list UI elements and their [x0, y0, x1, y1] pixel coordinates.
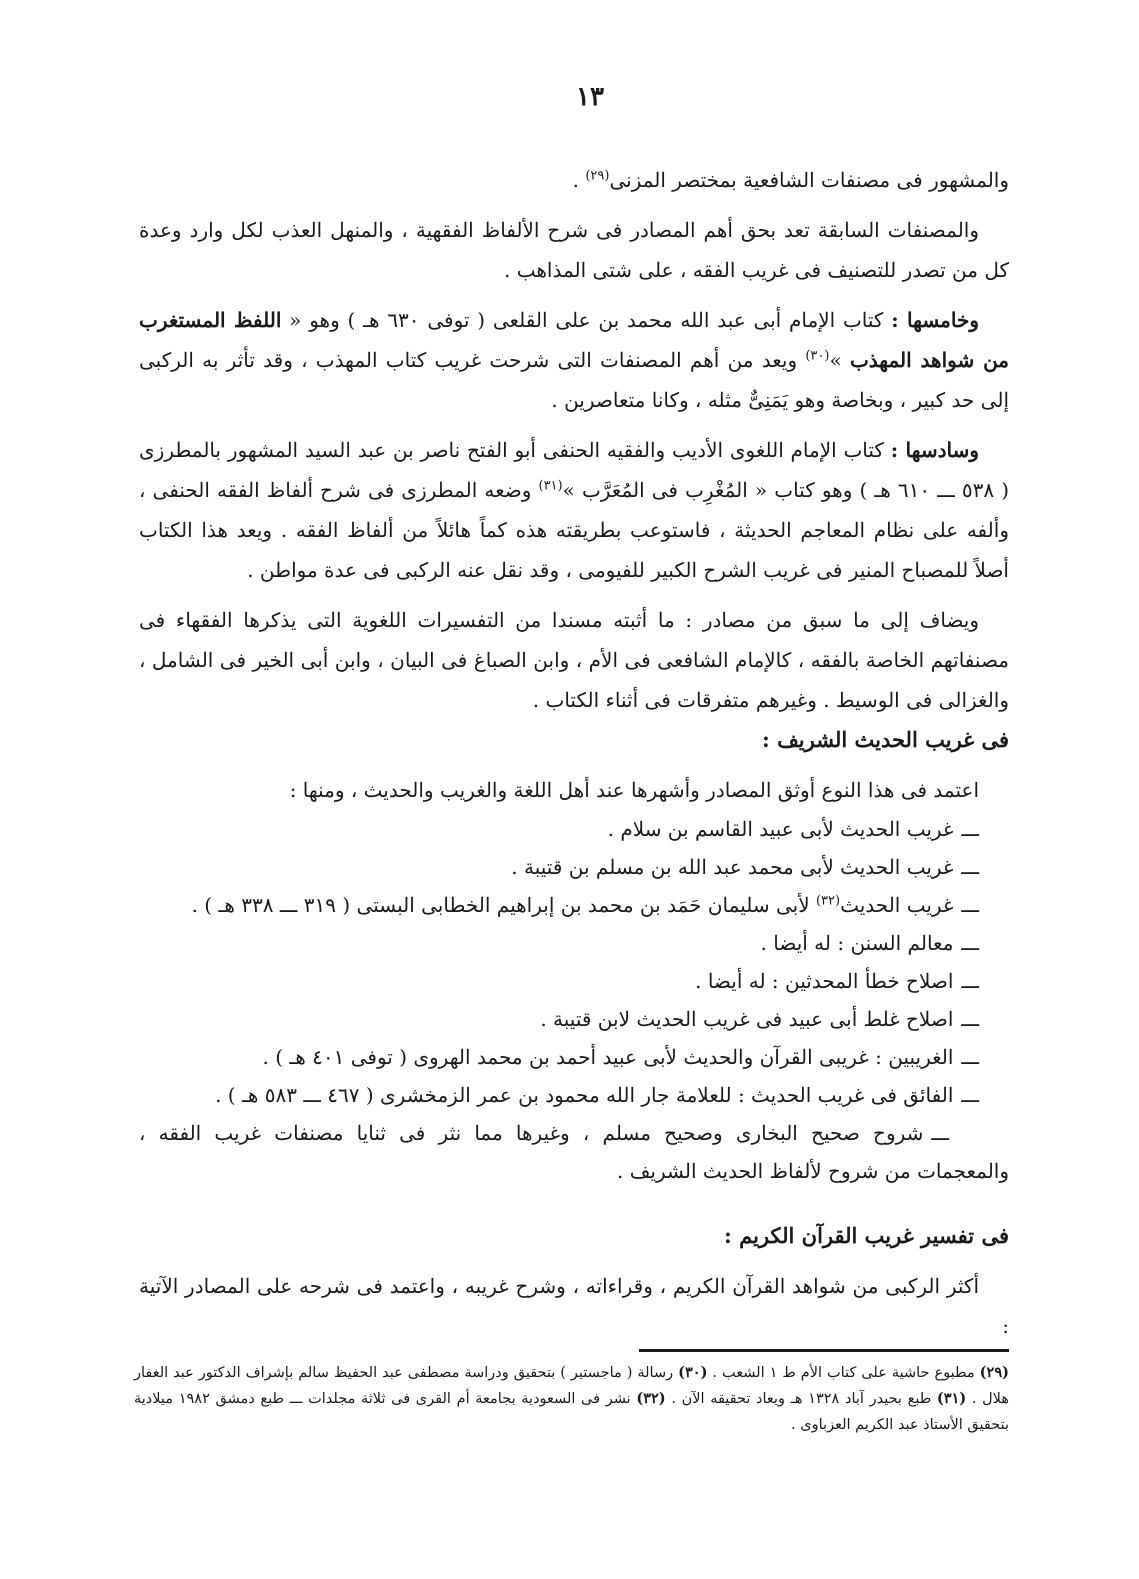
list-item [139, 1000, 979, 1038]
paragraph-mukhtasar [139, 160, 1009, 200]
page-number: ١٣ [576, 82, 604, 112]
footnote-text: طبع بحيدر آباد ١٣٢٨ هـ ويعاد تحقيقه الآن . [665, 1391, 937, 1407]
list-item-text: الفائق فى غريب الحديث : للعلامة جار الله محمود بن عمر الزمخشرى ( ٤٦٧ ـــ ٥٨٣ هـ ) . [215, 1083, 954, 1107]
list-item [139, 962, 979, 1000]
dash-marker: ـــ [961, 1083, 979, 1107]
paragraph-additional-sources: ويضاف إلى ما سبق من مصادر : ما أثبته مسندا من التفسيرات اللغوية التى يذكرها الفقهاء فى مصنفاتهم الخاصة بالفقه ، كالإمام الشافعى فى الأم ، وابن الصباغ فى البيان ، وابن أبى الخير فى الشامل ، والغزالى فى الوسيط . وغيرهم متفرقات فى أثناء الكتاب . [139, 608, 1009, 712]
list-item-text: معالم السنن : له أيضا . [760, 931, 954, 955]
paragraph-sources-summary: والمصنفات السابقة تعد بحق أهم المصادر فى شرح الألفاظ الفقهية ، والمنهل العذب لكل وارد وعدة كل من تصدر للتصنيف فى غريب الفقه ، على شتى المذاهب . [139, 218, 1009, 282]
list-item-text: غريب الحديث [840, 893, 954, 917]
list-item [139, 1038, 979, 1076]
footnote-text: مطبوع حاشية على كتاب الأم ط ١ الشعب . [707, 1365, 980, 1381]
paragraph-text: كتاب الإمام اللغوى الأديب والفقيه الحنفى أبو الفتح ناصر بن عبد السيد المشهور بالمطرزى ( ٥٣٨ ـــ ٦١٠ هـ ) وهو كتاب « المُغْرِب فى المُعَرَّب » [139, 438, 1010, 502]
dash-marker: ـــ [961, 969, 979, 993]
dash-marker: ـــ [961, 817, 979, 841]
list-item-text: لأبى سليمان حَمَد بن محمد بن إبراهيم الخطابى البستى ( ٣١٩ ـــ ٣٣٨ هـ ) . [191, 893, 816, 917]
dash-marker: ـــ [961, 1007, 979, 1031]
list-item-text: غريب الحديث لأبى محمد عبد الله بن مسلم بن قتيبة . [511, 855, 954, 879]
list-item [139, 1114, 1009, 1190]
heading-hadith: فى غريب الحديث الشريف : [762, 727, 1009, 752]
footnote-ref-29: (٢٩) [585, 168, 610, 184]
paragraph-text: كتاب الإمام أبى عبد الله محمد بن على القلعى ( توفى ٦٣٠ هـ ) وهو « [281, 308, 892, 332]
hadith-intro: اعتمد فى هذا النوع أوثق المصادر وأشهرها عند أهل اللغة والغريب والحديث ، ومنها : [289, 778, 979, 802]
footnotes [134, 1360, 1009, 1438]
footnote-block [134, 1360, 1009, 1438]
footnote-number: (٣٠) [678, 1364, 708, 1381]
paragraph-text: وضعه المطرزى فى شرح ألفاظ الفقه الحنفى ، وألفه على نظام المعاجم الحديثة ، فاستوعب بطريقته هذه كماً هائلاً من ألفاظ الفقه . ويعد هذا الكتاب أصلاً للمصباح المنير فى غريب الشرح الكبير للفيومى ، وقد نقل عنه الركبى فى عدة مواطن . [139, 478, 1009, 582]
footnote-ref-30: (٣٠) [805, 348, 830, 364]
paragraph-sixth-source [139, 430, 1009, 590]
paragraph-text: والمشهور فى مصنفات الشافعية بمختصر المزنى [609, 168, 1009, 192]
footnote-text: رسالة ( ماجستير ) بتحقيق ودراسة مصطفى عبد الحفيظ سالم بإشراف الدكتور عبد الغفار هلال . [134, 1365, 1009, 1407]
dash-marker: ـــ [961, 893, 979, 917]
list-item-text: اصلاح غلط أبى عبيد فى غريب الحديث لابن قتيبة . [540, 1007, 954, 1031]
list-item [139, 886, 979, 924]
list-item-text: الغريبين : غريبى القرآن والحديث لأبى عبيد أحمد بن محمد الهروى ( توفى ٤٠١ هـ ) . [262, 1045, 954, 1069]
footnote-number: (٢٩) [979, 1364, 1009, 1381]
main-text [139, 160, 1009, 1346]
footnote-separator [639, 1349, 1009, 1352]
list-item [139, 1076, 979, 1114]
paragraph-fifth-source [139, 300, 1009, 420]
hadith-sources-list [139, 810, 1009, 1190]
book-title: اللفظ المستغرب من شواهد المهذب [139, 308, 1010, 372]
paragraph-lead: وسادسها : [890, 438, 979, 462]
paragraph-text: » [829, 348, 850, 372]
list-item [139, 810, 979, 848]
dash-marker: ـــ [931, 1121, 949, 1145]
list-item-text: غريب الحديث لأبى عبيد القاسم بن سلام . [607, 817, 954, 841]
quran-intro: أكثر الركبى من شواهد القرآن الكريم ، وقراءاته ، وشرح غريبه ، واعتمد فى شرحه على المصادر الآتية : [139, 1274, 1009, 1338]
paragraph-text: . [572, 168, 586, 192]
dash-marker: ـــ [961, 855, 979, 879]
dash-marker: ـــ [961, 1045, 979, 1069]
list-item-text: شروح صحيح البخارى وصحيح مسلم ، وغيرها مما نثر فى ثنايا مصنفات غريب الفقه ، والمعجمات من شروح لألفاظ الحديث الشريف . [139, 1121, 1009, 1183]
footnote-text: نشر فى السعودية بجامعة أم القرى فى ثلاثة مجلدات ـــ طبع دمشق ١٩٨٢ ميلادية بتحقيق الأستاذ عبد الكريم العزباوى . [134, 1391, 1009, 1433]
footnote-ref-31: (٣١) [538, 478, 563, 494]
list-item [139, 848, 979, 886]
heading-quran: فى تفسير غريب القرآن الكريم : [724, 1223, 1009, 1248]
list-item [139, 924, 979, 962]
footnote-number: (٣١) [936, 1390, 967, 1407]
paragraph-text: ويعد من أهم المصنفات التى شرحت غريب كتاب المهذب ، وقد تأثر به الركبى إلى حد كبير ، وبخاصة وهو يَمَنِىٌّ مثله ، وكانا متعاصرين . [139, 348, 1009, 412]
footnote-ref-32: (٣٢) [815, 893, 841, 909]
paragraph-lead: وخامسها : [891, 308, 980, 332]
list-item-text: اصلاح خطأ المحدثين : له أيضا . [695, 969, 954, 993]
footnote-number: (٣٢) [636, 1390, 666, 1407]
dash-marker: ـــ [961, 931, 979, 955]
